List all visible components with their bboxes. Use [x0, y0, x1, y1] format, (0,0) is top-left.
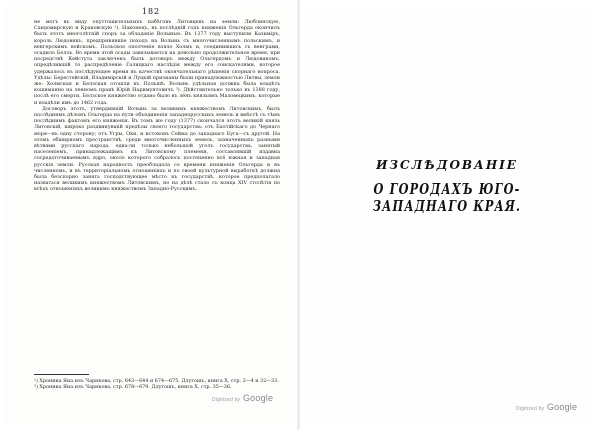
page-number: 182 — [141, 7, 161, 16]
footnotes — [34, 378, 280, 390]
footnote: ¹) Хроника Яна изъ Чарнкова, стр. 643—644 и 674—675. Длугошъ, книга X, стр. 2—4 и 32—33. — [34, 378, 279, 384]
title-main: О ГОРОДАХЪ ЮГО-ЗАПАДНАГО КРАЯ. — [372, 181, 522, 215]
left-page — [6, 6, 296, 424]
right-page — [300, 6, 594, 424]
watermark-brand: Google — [546, 402, 578, 412]
paragraph: не могъ въ виду опустошительныхъ набѣговъ Литовцевъ на земли: Люблинскую, Сандомирскую и Краковскую ¹). Наконецъ, въ послѣдній годъ княженія Ольгерда окончилъ былъ этотъ многолѣтній споръ за обладаніе Волынью. Въ 1377 году выступили Казиміръ, король Людовикъ, предпринявшіе походъ на Волынь съ многочисленнымъ польскимъ, и венгерскимъ войскомъ. Польское ополченіе взяло Холмъ и, соединившись съ венграми, осадило Белзъ. Во время этой осады завязывается на довольно продолжительное время, при посредствѣ Кейстута заключенъ былъ договоръ между Ольгердомъ и Людовикомъ, опредѣлившій то распредѣленіе Галицкаго наслѣдія между его соискателями, которое удержалось въ послѣдующее время въ качествѣ окончательнаго рѣшенія спорнаго вопроса. Удѣлы: Берестейскій, Владимірскій и Луцкій признаны были принадлежностью Литвы, земли же: Холмская и Белзская отошли къ Польшѣ: Волынь удѣльная должна была владѣть кошиманно на ленномъ правѣ Юрій Наримунтовичъ ²). Дѣйствительно только въ 1388 году, послѣ его смерти, Белзское княжество отдано было въ лёнъ князьямъ Мазовецкимъ, которые и владѣли имъ до 1462 года. — [34, 19, 280, 106]
google-watermark — [516, 402, 577, 412]
watermark-prefix: Digitized by — [516, 406, 545, 412]
paragraph: Договоръ этотъ, утвердившій Волынь за великимъ княжествомъ Литовскимъ, былъ послѣднимъ дѣломъ Ольгерда на пути объединенія западнорусскихъ земель и вмѣстѣ съ тѣмъ послѣднимъ фактомъ его княженія. Въ томъ же году (1377) скончался этотъ великій князь Литовскій, широко раздвинувшій предѣлы своего государства: отъ Балтійскаго до Чернаго моря—въ одну сторону; отъ Угры, Оки, и истоковъ Сейма до западнаго Буга—съ другой. На этомъ обширномъ пространствѣ, среди многочисленныхъ земель, захваченныхъ разными вѣтвями русскаго народа, едва-ли только небольшой уголъ государства, занятый населеніемъ, принадлежащимъ къ Литовскому племени, составлявшій издавна сосредоточиваемымъ ядро, около которого собралось постепенно всё южная и западная русскія земли. Русская народность преобладала со времени княженія Ольгерда и въ численномъ, и въ территоріальномъ отношеніяхъ и по своей культурной выработкѣ должна была безспорно занять господствующее мѣсто въ государствѣ, которое предполагало назваться великимъ княжествомъ Литовскимъ, но на дѣлѣ стало съ конца XIV столѣтія по всѣхъ отношеніяхъ великимъ княжествомъ Западно-Русскимъ. — [34, 105, 280, 193]
footnote: ²) Хроника Яна изъ Чарнкова, стр. 678—679. Длугошъ, книга X, стр. 35—36. — [34, 384, 232, 391]
body-text — [34, 19, 280, 193]
footnote-divider — [34, 374, 89, 375]
watermark-brand: Google — [242, 393, 274, 403]
watermark-prefix: Digitized by — [212, 397, 241, 403]
title-heading: ИЗСЛѢДОВАНІЕ — [376, 158, 518, 172]
google-watermark — [212, 393, 273, 403]
